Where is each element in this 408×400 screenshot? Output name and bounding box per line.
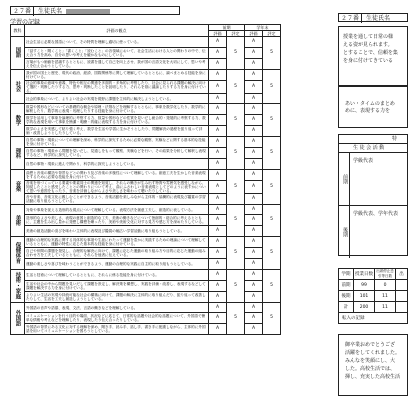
subject-name: 外国語: [11, 302, 25, 335]
year-end-rating: 5: [263, 204, 281, 237]
first-half-eval: A: [209, 158, 227, 169]
first-half-eval: A: [209, 291, 227, 302]
student-name-label: 生徒氏名: [37, 8, 62, 15]
criteria-text: 音楽を形づくっている要素や要素同士の関連を知覚し、それらの働きが生み出す特質や雰囲気を感受しながら、知覚したことと感受したこととの関わりについて考え、曲にふさわしい音楽表現としてどのように表すかについて思いや意図をもったり、音楽を評価しながらよさや美しさを味わって聴いたりしている。: [25, 180, 209, 193]
year-end-eval: A: [245, 291, 263, 302]
att-cell: 101: [354, 291, 375, 302]
criteria-row: [11, 37, 281, 48]
criteria-text: 曲想と音楽の構造や背景などとの関わり及び音楽の多様性について理解している。創意工夫を生かした音楽表現をするために必要な技能を身に付けている。: [25, 169, 209, 180]
first-half-rating: 5: [227, 169, 245, 204]
year-end-rating: 5: [263, 269, 281, 302]
att-cell: [396, 280, 408, 291]
year-end-eval: A: [245, 248, 263, 259]
att-cell: 後期: [339, 291, 354, 302]
criteria-text: 我が国の国土と歴史、現代の政治、経済、国際関係等に関して理解しているとともに、調べまとめる技能を身に付けている。: [25, 69, 209, 80]
first-half-rating: 5: [227, 269, 245, 302]
year-end-eval: A: [245, 259, 263, 270]
first-half-eval: A: [209, 324, 227, 335]
section-title: 学習の記録: [10, 19, 41, 26]
year-end-eval: A: [245, 204, 263, 215]
message-line: した。高校生活では、: [345, 366, 396, 372]
criteria-text: 自然の事物・現象についての理解を深め、科学的に探究するために必要な観察、実験などに関する基本的な技能を身に付けている。: [25, 137, 209, 148]
criteria-text: 社会的事象の意味や意義、特色や相互の関連を多面的・多角的に考察したり、社会に見られる課題の解決に向けて選択・判断したりする力、思考・判断したことを説明したり、それらを基に議論したりする力を身に付けている。: [25, 80, 209, 93]
att-header: 授業日数: [354, 269, 375, 280]
first-half-eval: A: [209, 115, 227, 126]
criteria-text: コミュニケーションを行う目的や場面、状況などに応じて、日常的な話題や社会的な話題について、外国語で簡単な情報や考えなどを理解したり、表現したり伝え合ったりしている。: [25, 313, 209, 324]
year-end-eval: A: [245, 193, 263, 204]
criteria-text: よりよい生活の実現や持続可能な社会の構築に向けて、課題の解決に主体的に取り組んだり、振り返って改善したりして、生活を工夫し創造しようとしている。: [25, 291, 209, 302]
col-eval-1: 評価: [209, 31, 227, 37]
teacher-comment-box: [338, 26, 408, 86]
message-line: 活躍をしてくれました。: [345, 350, 401, 356]
att-cell: 200: [354, 302, 375, 313]
first-half-eval: A: [209, 204, 227, 215]
criteria-text: 外国語の音声や語彙、表現、文法、言語の働きなどを理解している。: [25, 302, 209, 313]
first-half-eval: A: [209, 104, 227, 115]
criteria-text: 数学を活用して事象を論理的に考察する力、数量や図形などの性質を見いだし統合的・発展的に考察する力、数学的な表現を用いて事象を簡潔・明瞭・的確に表現する力を身に付けている。: [25, 115, 209, 126]
first-half-eval: A: [209, 58, 227, 69]
criteria-row: [11, 302, 281, 313]
first-half-eval: A: [209, 180, 227, 193]
criteria-text: 運動の楽しさや喜びを味わうことができるよう、運動の合理的な実践に自主的に取り組もうとしている。: [25, 259, 209, 270]
redacted-name: [66, 9, 110, 14]
year-end-eval: A: [245, 169, 263, 180]
year-end-rating: 5: [263, 169, 281, 204]
att-header: 出席停止忌引等日数: [376, 269, 394, 278]
criteria-row: [11, 137, 281, 148]
year-end-rating: 5: [263, 237, 281, 270]
year-end-eval: A: [245, 237, 263, 248]
criteria-text: 社会生活に必要な国語について、その特質を理解し適切に使っている。: [25, 37, 209, 48]
att-cell: 0: [375, 280, 396, 291]
att-header: 学期: [339, 269, 354, 280]
first-half-eval: A: [209, 137, 227, 148]
message-line: 揮し、充実した高校生活: [345, 374, 401, 380]
right-grade-label: ２７番: [339, 14, 362, 23]
year-end-rating: 5: [263, 69, 281, 104]
col-eval-2: 評価: [245, 31, 263, 37]
year-end-eval: A: [245, 93, 263, 104]
criteria-text: 音や音楽、音楽文化に親しむことができるよう、音楽活動を楽しみながら主体的・協働的に表現及び鑑賞の学習活動に取り組もうとしている。: [25, 193, 209, 204]
att-header: 出: [396, 269, 408, 280]
term1-entry: 学級代表: [353, 158, 374, 164]
criteria-row: [11, 104, 281, 115]
criteria-text: 美術の創造活動の喜びを味わい主体的に表現及び鑑賞の幅広い学習活動に取り組もうとしている。: [25, 226, 209, 237]
message-line: 御卒業おめでとうござ: [345, 342, 396, 348]
att-cell: 計: [339, 302, 354, 313]
term1-label: 前期: [339, 153, 350, 205]
att-cell: 11: [375, 291, 396, 302]
first-half-eval: A: [209, 280, 227, 291]
criteria-text: 対象や事象を捉える造形的な視点について理解している。表現方法を創意工夫し、創造的に表している。: [25, 204, 209, 215]
left-header-box: [10, 6, 180, 15]
first-half-eval: A: [209, 148, 227, 159]
term2-row: [339, 206, 407, 258]
subject-name: 美術: [11, 204, 25, 237]
subject-name: 音楽: [11, 169, 25, 204]
grades-table: [10, 24, 281, 335]
col-year-end: 学年末: [245, 25, 281, 31]
special-title: 特: [339, 135, 407, 144]
year-end-eval: A: [245, 104, 263, 115]
year-end-rating: 5: [263, 37, 281, 70]
first-half-rating: 5: [227, 302, 245, 335]
criteria-text: 造形的なよさや美しさ、表現の意図と創造的な工夫、美術の働きなどについて独創的・総合的に考えるとともに、主題を生み出し豊かに発想し構想を練ったり、美術や美術文化に対する見方や感じ方を深めたりしている。: [25, 215, 209, 226]
comment-line: を身に付けてきている: [343, 58, 394, 64]
first-half-eval: A: [209, 215, 227, 226]
att-cell: [396, 302, 408, 313]
year-end-eval: A: [245, 269, 263, 280]
col-rating-1: 評定: [227, 31, 245, 37]
first-half-eval: A: [209, 37, 227, 48]
year-end-eval: A: [245, 215, 263, 226]
year-end-eval: A: [245, 302, 263, 313]
comment-line: える姿が見られます。: [343, 42, 393, 48]
grade-label: ２７番: [11, 7, 34, 16]
year-end-rating: 5: [263, 137, 281, 170]
integrated-line: めに、表現する力を: [345, 108, 391, 114]
first-half-eval: A: [209, 169, 227, 180]
first-half-eval: A: [209, 126, 227, 137]
year-end-eval: A: [245, 47, 263, 58]
graduation-message-box: [338, 334, 408, 396]
criteria-row: [11, 237, 281, 248]
att-cell: [396, 291, 408, 302]
year-end-rating: 5: [263, 104, 281, 137]
criteria-text: 社会的事象について、よりよい社会の実現を視野に課題を主体的に解決しようとしている。: [25, 93, 209, 104]
criteria-row: [11, 169, 281, 180]
criteria-text: 言葉がもつ価値を認識するとともに、読書を通して自己を向上させ、我が国の言語文化を大切にして、思いや考えを伝え合おうとしている。: [25, 58, 209, 69]
criteria-row: [11, 69, 281, 80]
col-rating-2: 評定: [263, 31, 281, 37]
first-half-rating: 5: [227, 137, 245, 170]
year-end-eval: A: [245, 158, 263, 169]
year-end-eval: A: [245, 69, 263, 80]
first-half-eval: A: [209, 93, 227, 104]
special-subtitle: 生 徒 会 活 動: [339, 144, 407, 153]
criteria-text: 数学のよさを実感して粘り強く考え、数学を生活や学習に生かそうとしたり、問題解決の過程を振り返って評価・改善しようとしたりしている。: [25, 126, 209, 137]
right-student-name-label: 生徒氏名: [365, 15, 390, 22]
first-half-eval: A: [209, 259, 227, 270]
year-end-eval: A: [245, 324, 263, 335]
subject-name: 保健体育: [11, 237, 25, 270]
year-end-eval: A: [245, 115, 263, 126]
first-half-eval: A: [209, 269, 227, 280]
message-line: みんなを笑顔にし、大: [345, 358, 396, 364]
col-first-half: 前期: [209, 25, 245, 31]
year-end-eval: A: [245, 137, 263, 148]
integrated-study-box: [338, 86, 408, 128]
subject-name: 数学: [11, 104, 25, 137]
first-half-eval: A: [209, 47, 227, 58]
col-subject: 教科: [11, 25, 25, 37]
subject-name: 技術・家庭: [11, 269, 25, 302]
subject-name: 社会: [11, 69, 25, 104]
subject-name: 理科: [11, 137, 25, 170]
year-end-eval: A: [245, 280, 263, 291]
special-activities-box: [338, 134, 408, 256]
term1-row: [339, 153, 407, 206]
criteria-text: 運動の合理的な実践に関する具体的な事項や生涯にわたって運動を豊かに実践するための理論について理解しているとともに、運動の特性に応じた基本的な技能を身に付けている。: [25, 237, 209, 248]
att-cell: 99: [354, 280, 375, 291]
criteria-text: 自然の事物・現象に進んで関わり、科学的に探究しようとしている。: [25, 158, 209, 169]
first-half-eval: A: [209, 248, 227, 259]
first-half-rating: 5: [227, 69, 245, 104]
attendance-table: [338, 268, 408, 324]
criteria-text: 数量や図形などについての基礎的な概念や原理・法則などを理解するとともに、事象を数学化したり、数学的に解釈したり、数学的に表現・処理したりする技能を身に付けている。: [25, 104, 209, 115]
col-criteria: 評価の観点: [25, 25, 209, 37]
first-half-rating: 5: [227, 237, 245, 270]
year-end-eval: A: [245, 37, 263, 48]
year-end-eval: A: [245, 180, 263, 193]
year-end-eval: A: [245, 148, 263, 159]
subject-name: 国語: [11, 37, 25, 70]
first-half-rating: 5: [227, 37, 245, 70]
first-half-eval: A: [209, 302, 227, 313]
year-end-eval: A: [245, 80, 263, 93]
term2-entry: 学級代表、学年代表: [353, 211, 399, 217]
term2-label: 後期: [339, 206, 350, 258]
criteria-text: 自然の事物・現象から問題を見いだし、見通しをもって観察、実験などを行い、その結果を分析して解釈し表現するなど、科学的に探究している。: [25, 148, 209, 159]
att-cell: 11: [375, 302, 396, 313]
first-half-eval: A: [209, 80, 227, 93]
criteria-row: [11, 269, 281, 280]
integrated-line: あい・タイムのまとめ: [345, 101, 395, 107]
year-end-eval: A: [245, 126, 263, 137]
transfer-record-label: 転入の記録: [339, 313, 408, 324]
first-half-eval: A: [209, 226, 227, 237]
year-end-eval: A: [245, 313, 263, 324]
criteria-text: 外国語の背景にある文化に対する理解を深め、聞き手、読み手、話し手、書き手に配慮しながら、主体的に外国語を用いてコミュニケーションを図ろうとしている。: [25, 324, 209, 335]
first-half-rating: 5: [227, 204, 245, 237]
year-end-rating: 5: [263, 302, 281, 335]
year-end-eval: A: [245, 226, 263, 237]
comment-line: とすることで、信頼を集: [343, 50, 398, 56]
right-header-box: [338, 13, 408, 22]
criteria-text: 自己や仲間の課題を発見し、合理的な解決に向けて、課題に応じた運動の取り組み方や目的に応じた運動の組み合わせ方を工夫しているとともに、それらを他者に伝えている。: [25, 248, 209, 259]
first-half-eval: A: [209, 69, 227, 80]
year-end-eval: A: [245, 58, 263, 69]
first-half-eval: A: [209, 193, 227, 204]
att-cell: 前期: [339, 280, 354, 291]
first-half-rating: 5: [227, 104, 245, 137]
criteria-text: 生活や社会の中から問題を見いだして課題を設定し、解決策を構想し、実践を評価・改善し、表現するなどして課題を解決する力を身に付けている。: [25, 280, 209, 291]
first-half-eval: A: [209, 237, 227, 248]
criteria-text: 生活と技術について理解しているとともに、それらに係る技能を身に付けている。: [25, 269, 209, 280]
criteria-row: [11, 204, 281, 215]
comment-line: 授業を通して日常の様: [343, 34, 394, 40]
criteria-text: 「話すこと・聞くこと」「書くこと」「読むこと」の各領域において、社会生活における人との関わりの中で、伝え合う力を高め、自分の思いや考えを確かなものにしている。: [25, 47, 209, 58]
first-half-eval: A: [209, 313, 227, 324]
